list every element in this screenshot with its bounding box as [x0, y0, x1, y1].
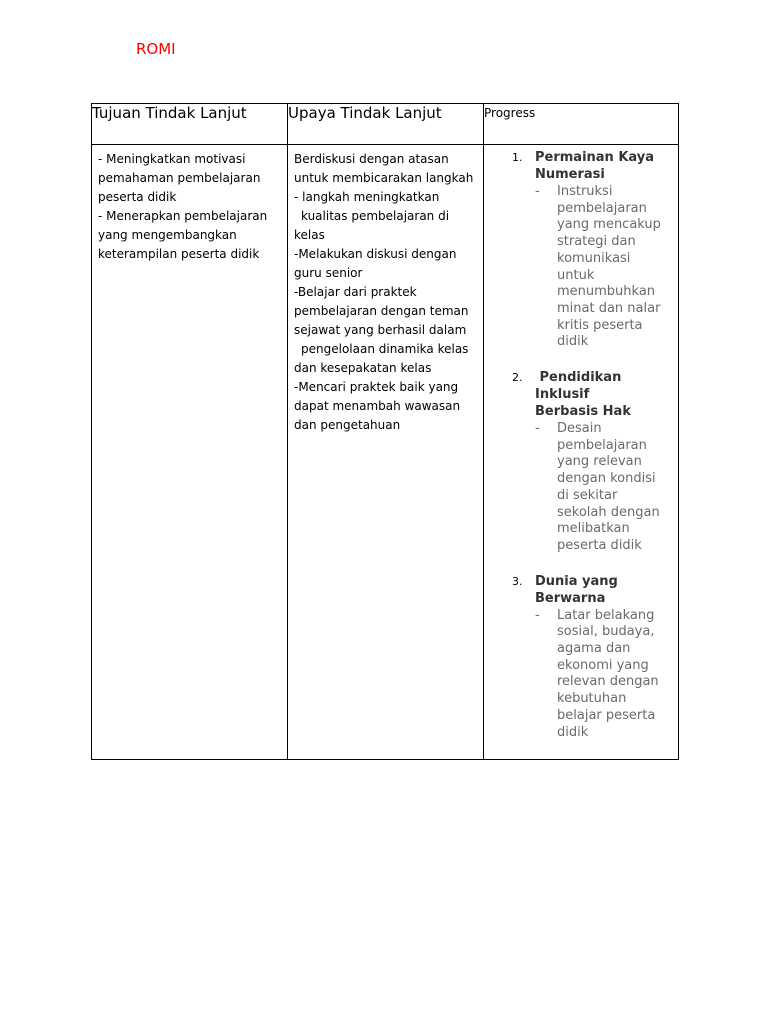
progress-item — [484, 369, 674, 555]
progress-desc-line: strategi dan — [557, 234, 636, 250]
progress-item-number: 2. — [512, 371, 523, 385]
progress-desc-line: yang mencakup — [557, 217, 661, 233]
header-upaya: Upaya Tindak Lanjut — [288, 104, 484, 145]
tujuan-text — [92, 145, 287, 264]
progress-desc-line: Latar belakang — [557, 607, 655, 623]
header-progress: Progress — [484, 104, 679, 145]
progress-desc-line: sosial, budaya, — [557, 624, 655, 640]
tujuan-line: peserta didik — [98, 190, 177, 204]
upaya-line: dapat menambah wawasan — [294, 399, 461, 413]
progress-title-line: Berwarna — [535, 590, 606, 606]
progress-desc-line: relevan dengan — [557, 674, 659, 690]
upaya-line: dan kesepakatan kelas — [294, 361, 432, 375]
progress-desc-line: kritis peserta — [557, 317, 643, 333]
progress-title-line: Pendidikan — [535, 370, 622, 386]
progress-desc-line: peserta didik — [557, 537, 642, 553]
tujuan-cell — [92, 145, 288, 760]
progress-item-description — [535, 421, 674, 555]
tujuan-line: keterampilan peserta didik — [98, 247, 260, 261]
dash-bullet: - — [535, 421, 540, 437]
progress-desc-line: didik — [557, 724, 589, 740]
dash-bullet: - — [535, 184, 540, 199]
progress-item-description — [535, 608, 674, 742]
progress-desc-line: Desain — [557, 421, 602, 437]
tujuan-line: pemahaman pembelajaran — [98, 171, 261, 185]
upaya-line: -Melakukan diskusi dengan — [294, 247, 457, 261]
upaya-line: dan pengetahuan — [294, 418, 401, 432]
progress-desc-line: minat dan nalar — [557, 300, 661, 316]
progress-item — [484, 149, 674, 351]
progress-title-line: Berbasis Hak — [535, 404, 631, 420]
progress-desc-line: untuk — [557, 267, 595, 283]
upaya-line: - langkah meningkatkan — [294, 190, 440, 204]
upaya-line: sejawat yang berhasil dalam — [294, 323, 467, 337]
upaya-line: kualitas pembelajaran di — [301, 209, 450, 223]
progress-cell — [484, 145, 679, 760]
progress-item-title — [535, 149, 674, 183]
progress-title-line: Permainan Kaya — [535, 150, 655, 165]
progress-desc-line: didik — [557, 334, 589, 350]
header-tujuan: Tujuan Tindak Lanjut — [92, 104, 288, 145]
progress-desc-line: komunikasi — [557, 250, 631, 266]
progress-item-number: 1. — [512, 151, 523, 164]
upaya-text — [288, 145, 483, 435]
progress-desc-line: kebutuhan — [557, 691, 627, 707]
follow-up-table — [91, 103, 679, 760]
progress-title-line: Dunia yang — [535, 573, 618, 589]
progress-desc-line: pembelajaran — [557, 200, 647, 216]
progress-title-line: Inklusif — [535, 387, 590, 403]
progress-desc-line: belajar peserta — [557, 707, 656, 723]
progress-desc-line: dengan kondisi — [557, 471, 656, 487]
progress-desc-line: Instruksi — [557, 184, 613, 199]
upaya-line: -Mencari praktek baik yang — [294, 380, 459, 394]
progress-desc-line: yang relevan — [557, 454, 642, 470]
progress-item-description — [535, 184, 674, 351]
progress-desc-line: melibatkan — [557, 521, 630, 537]
progress-list — [484, 145, 678, 741]
upaya-line: untuk membicarakan langkah — [294, 171, 474, 185]
table-header-row — [92, 104, 679, 145]
tujuan-line: yang mengembangkan — [98, 228, 237, 242]
progress-item — [484, 573, 674, 742]
author-name: ROMI — [136, 40, 176, 58]
upaya-cell — [288, 145, 484, 760]
progress-item-number: 3. — [512, 574, 523, 588]
upaya-line: pembelajaran dengan teman — [294, 304, 469, 318]
upaya-line: -Belajar dari praktek — [294, 285, 417, 299]
tujuan-line: - Menerapkan pembelajaran — [98, 209, 268, 223]
progress-desc-line: ekonomi yang — [557, 657, 649, 673]
upaya-line: Berdiskusi dengan atasan — [294, 152, 449, 166]
upaya-line: guru senior — [294, 266, 363, 280]
progress-title-line: Numerasi — [535, 167, 605, 182]
progress-desc-line: menumbuhkan — [557, 284, 656, 300]
progress-item-title — [535, 369, 674, 420]
progress-desc-line: di sekitar — [557, 487, 618, 503]
progress-item-title — [535, 573, 674, 607]
progress-desc-line: sekolah dengan — [557, 504, 660, 520]
dash-bullet: - — [535, 607, 540, 623]
progress-desc-line: agama dan — [557, 641, 631, 657]
upaya-line: pengelolaan dinamika kelas — [301, 342, 469, 356]
tujuan-line: - Meningkatkan motivasi — [98, 152, 246, 166]
table-row — [92, 145, 679, 760]
progress-desc-line: pembelajaran — [557, 437, 647, 453]
upaya-line: kelas — [294, 228, 325, 242]
